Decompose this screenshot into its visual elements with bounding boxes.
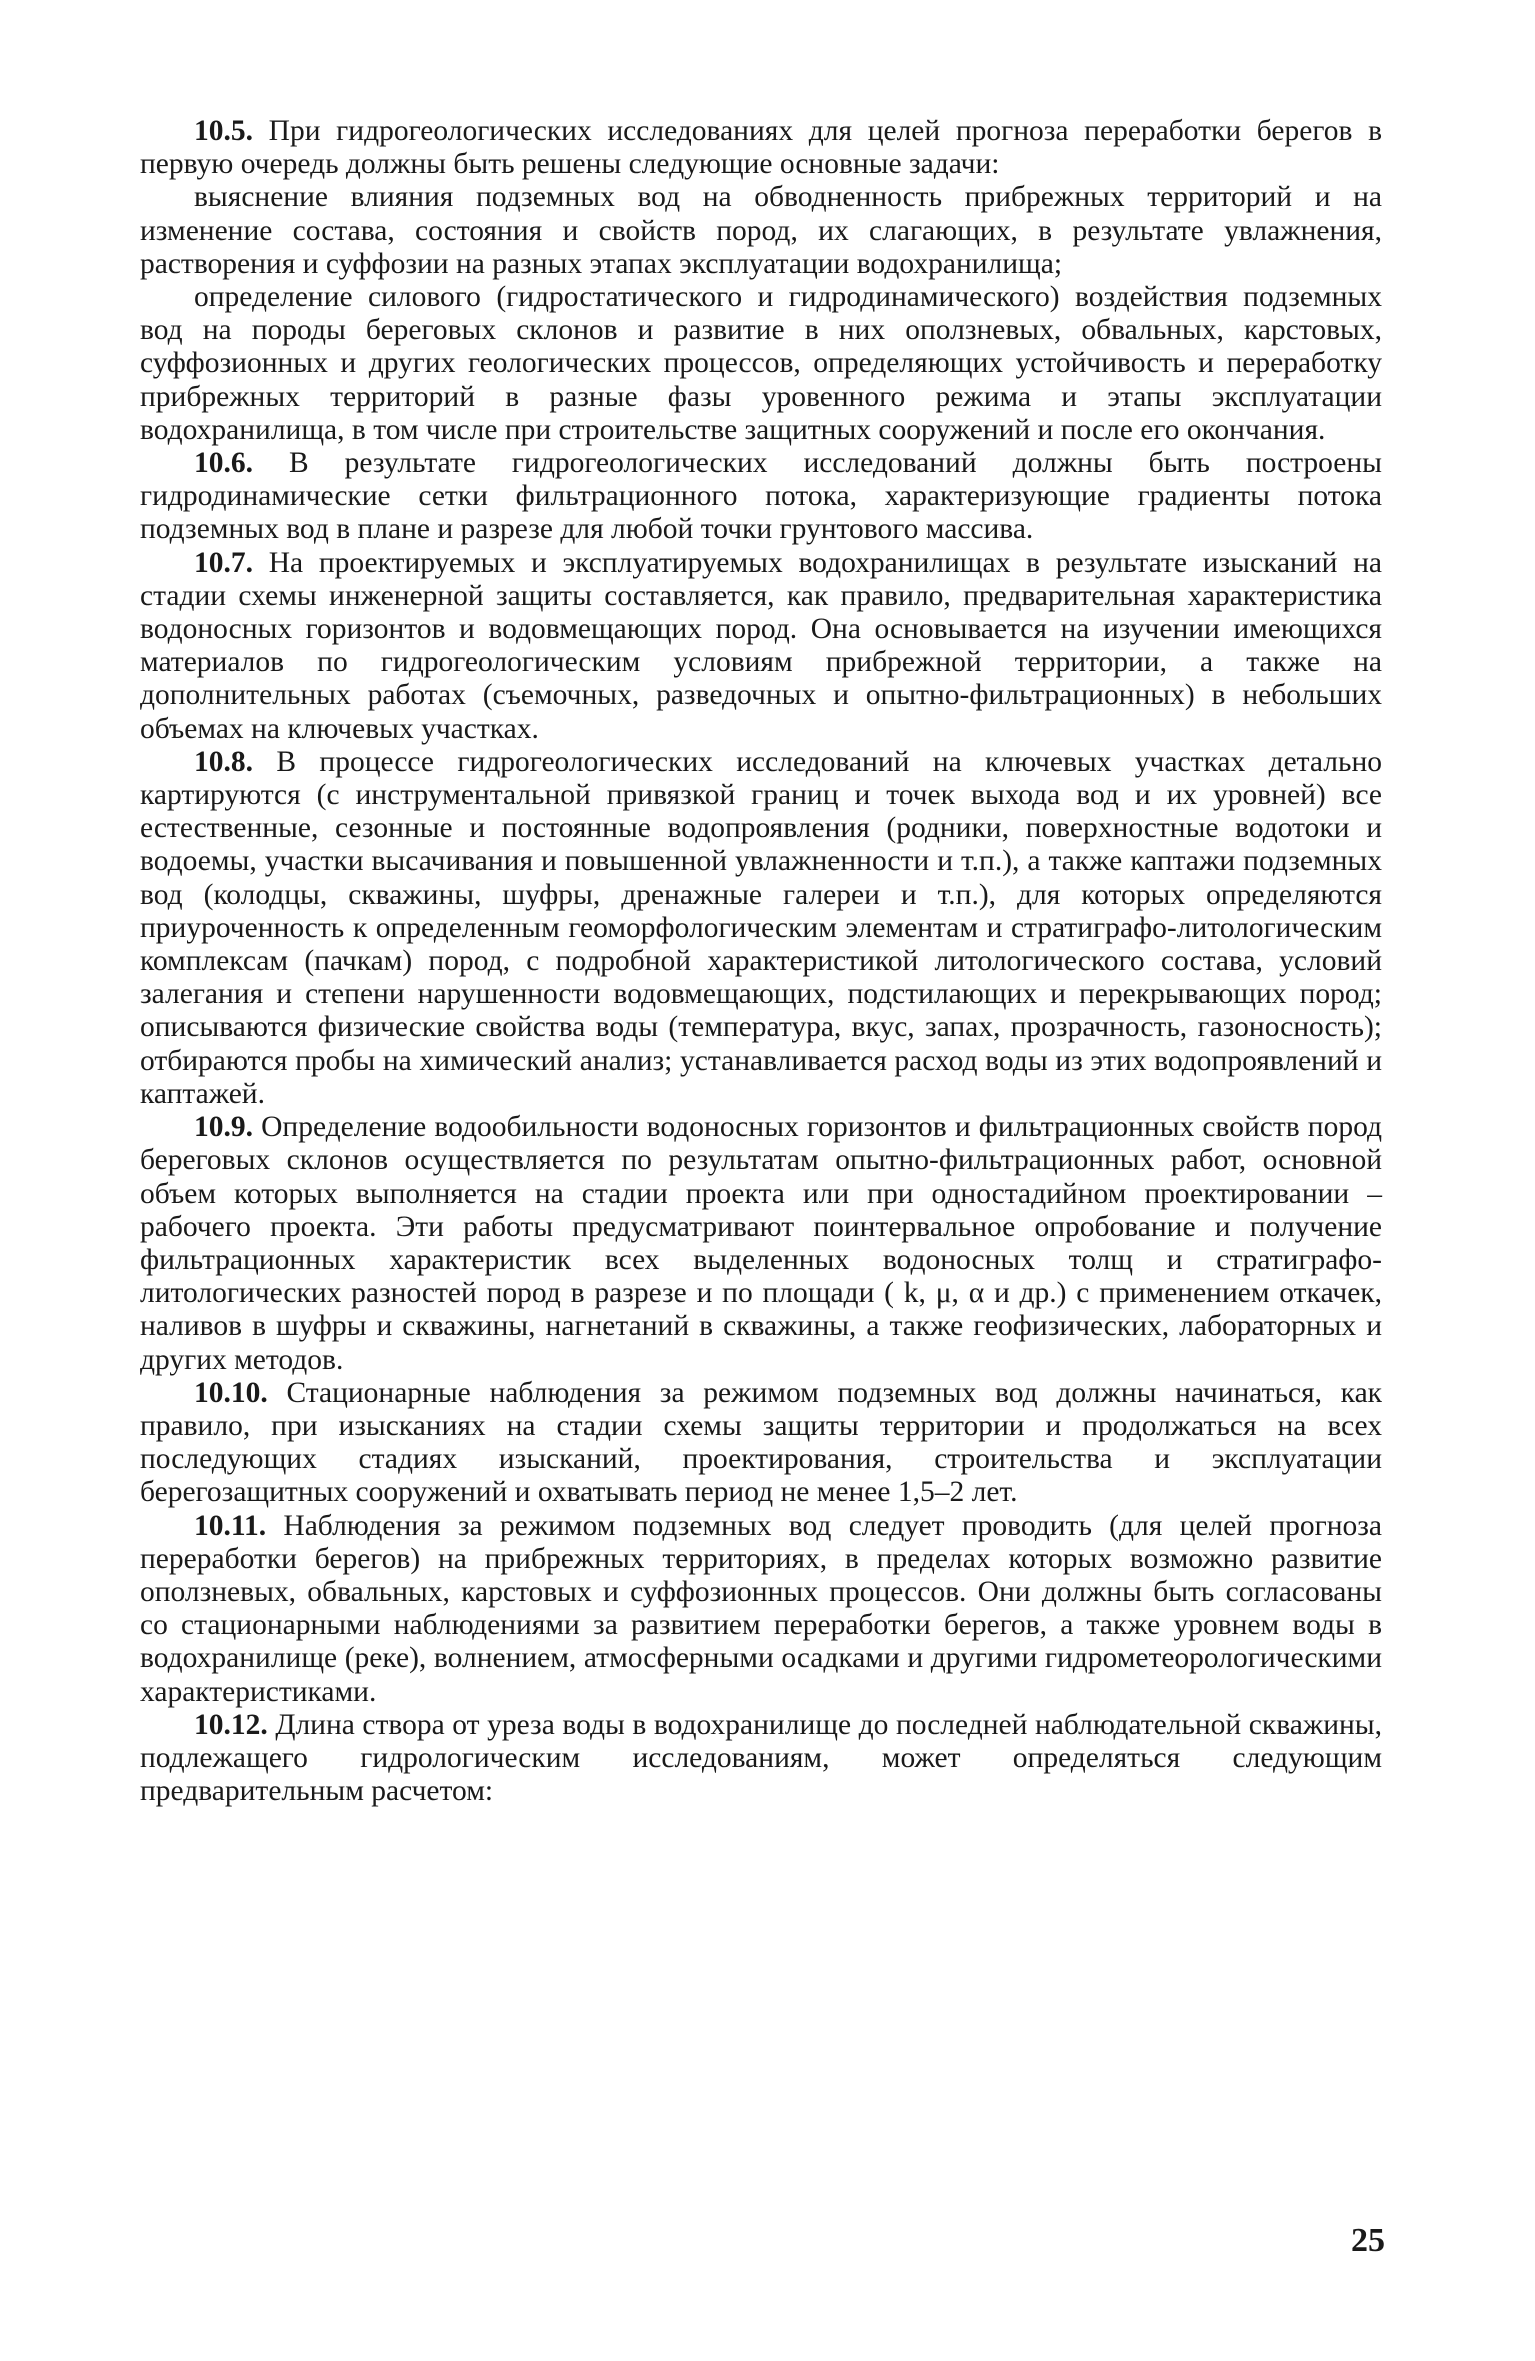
paragraph-number: 10.5. [194,115,253,147]
paragraph-10-8 [140,746,1382,1111]
paragraph-10-6 [140,447,1382,547]
paragraph-10-5 [140,115,1382,181]
page-number: 25 [1351,2222,1385,2259]
paragraph-text: Длина створа от уреза воды в водохранилище до последней наблюдательной скважины, подлежащего гидрологическим исследованиям, может определяться следующим предварительным расчетом: [140,1708,1382,1808]
paragraph-number: 10.12. [194,1708,268,1741]
paragraph-number: 10.9. [194,1111,253,1144]
paragraph-task-2 [140,281,1382,447]
paragraph-number: 10.11. [194,1509,267,1542]
paragraph-text: определение силового (гидростатического и гидродинамического) воздействия подземных вод на породы береговых склонов и развитие в них оползневых, обвальных, карстовых, суффозионных и других геологических процессов, определяющих устойчивость и переработку прибрежных территорий в разные фазы уровенного режима и этапы эксплуатации водохранилища, в том числе при строительстве защитных сооружений и после его окончания. [140,281,1382,446]
paragraph-text: При гидрогеологических исследованиях для целей прогноза переработки берегов в первую очередь должны быть решены следующие основные задачи: [140,115,1382,181]
paragraph-text: Стационарные наблюдения за режимом подземных вод должны начинаться, как правило, при изысканиях на стадии схемы защиты территории и продолжаться на всех последующих стадиях изысканий, проектирования, строительства и эксплуатации берегозащитных сооружений и охватывать период не менее 1,5–2 лет. [140,1376,1382,1509]
paragraph-text: выяснение влияния подземных вод на обводненность прибрежных территорий и на изменение состава, состояния и свойств пород, их слагающих, в результате увлажнения, растворения и суффозии на разных этапах эксплуатации водохранилища; [140,181,1382,280]
paragraph-text: На проектируемых и эксплуатируемых водохранилищах в результате изысканий на стадии схемы инженерной защиты составляется, как правило, предварительная характеристика водоносных горизонтов и водовмещающих пород. Она основывается на изучении имеющихся материалов по гидрогеологическим условиям прибрежной территории, а также на дополнительных работах (съемочных, разведочных и опытно-фильтрационных) в небольших объемах на ключевых участках. [140,546,1383,745]
paragraph-10-10 [140,1377,1382,1510]
paragraph-task-1 [140,181,1382,281]
paragraph-10-12 [140,1709,1382,1809]
paragraph-10-7 [140,547,1382,746]
paragraph-text: Определение водообильности водоносных горизонтов и фильтрационных свойств пород береговых склонов осуществляется по результатам опытно-фильтрационных работ, основной объем которых выполняется на стадии проекта или при одностадийном проектировании – рабочего проекта. Эти работы предусматривают поинтервальное опробование и получение фильтрационных характеристик всех выделенных водоносных толщ и стратиграфо-литологических разностей пород в разрезе и по площади ( k, μ, α и др.) с применением откачек, наливов в шуфры и скважины, нагнетаний в скважины, а также геофизических, лабораторных и других методов. [140,1111,1382,1376]
paragraph-text: Наблюдения за режимом подземных вод следует проводить (для целей прогноза переработки берегов) на прибрежных территориях, в пределах которых возможно развитие оползневых, обвальных, карстовых и суффозионных процессов. Они должны быть согласованы со стационарными наблюдениями за развитием переработки берегов, а также уровнем воды в водохранилище (реке), волнением, атмосферными осадками и другими гидрометеорологическими характеристиками. [140,1509,1383,1708]
paragraph-number: 10.8. [194,745,253,778]
document-body [140,115,1382,1808]
paragraph-10-11 [140,1510,1382,1709]
paragraph-10-9 [140,1111,1382,1377]
paragraph-number: 10.7. [194,546,253,579]
paragraph-text: В результате гидрогеологических исследований должны быть построены гидродинамические сетки фильтрационного потока, характеризующие градиенты потока подземных вод в плане и разрезе для любой точки грунтового массива. [140,447,1382,546]
paragraph-number: 10.10. [194,1376,268,1409]
paragraph-text: В процессе гидрогеологических исследований на ключевых участках детально картируются (с инструментальной привязкой границ и точек выхода вод и их уровней) все естественные, сезонные и постоянные водопроявления (родники, поверхностные водотоки и водоемы, участки высачивания и повышенной увлажненности и т.п.), а также каптажи подземных вод (колодцы, скважины, шуфры, дренажные галереи и т.п.), для которых определяются приуроченность к определенным геоморфологическим элементам и стратиграфо-литологическим комплексам (пачкам) пород, с подробной характеристикой литологического состава, условий залегания и степени нарушенности водовмещающих, подстилающих и перекрывающих пород; описываются физические свойства воды (температура, вкус, запах, прозрачность, газоносность); отбираются пробы на химический анализ; устанавливается расход воды из этих водопроявлений и каптажей. [140,745,1382,1110]
paragraph-number: 10.6. [194,447,253,480]
